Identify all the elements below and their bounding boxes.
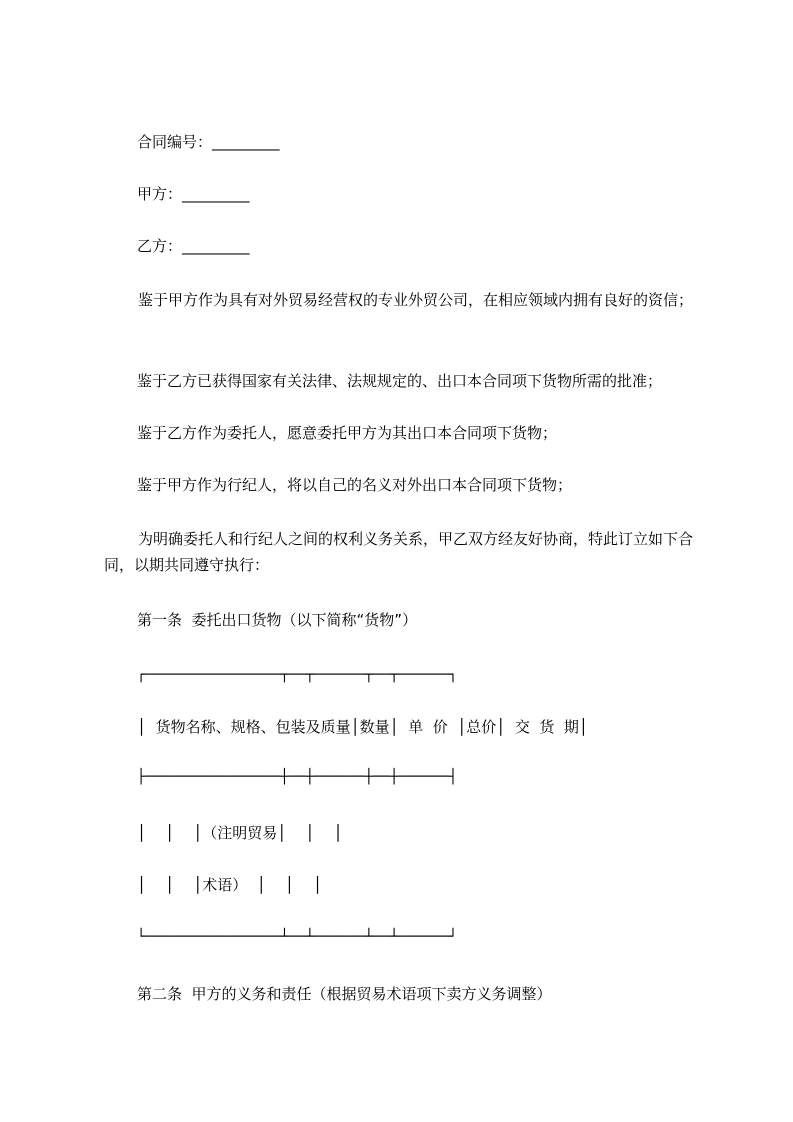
recital-paragraph-4: 鉴于甲方作为行纪人，将以自己的名义对外出口本合同项下货物； [137,476,573,494]
table-bottom-border: └────────────────┴──┴──────┴──┴──────┘ [137,929,458,945]
table-row: │ │ │（注明贸易│ │ │ [137,824,343,842]
contract-number-line: 合同编号：_________ [137,133,280,151]
article-2-heading: 第二条 甲方的义务和责任（根据贸易术语项下卖方义务调整） [137,985,552,1003]
article-1-heading: 第一条 委托出口货物（以下简称“货物”） [137,611,418,629]
table-row: │ │ │术语） │ │ │ [137,876,323,894]
table-top-border: ┌────────────────┬──┬──────┬──┬──────┐ [137,667,458,683]
recital-paragraph-2: 鉴于乙方已获得国家有关法律、法规规定的、出口本合同项下货物所需的批准； [137,372,663,390]
table-header-row: │ 货物名称、规格、包装及质量│数量│ 单 价 │总价│ 交 货 期│ [137,718,588,736]
table-middle-border: ├────────────────┼──┼──────┼──┼──────┤ [137,769,458,785]
recital-paragraph-5: 为明确委托人和行纪人之间的权利义务关系，甲乙双方经友好协商，特此订立如下合同，以期共同遵守执行： [104,530,694,574]
party-b-line: 乙方：_________ [137,237,250,255]
recital-paragraph-3: 鉴于乙方作为委托人，愿意委托甲方为其出口本合同项下货物； [137,424,558,442]
party-a-line: 甲方：_________ [137,185,250,203]
recital-paragraph-1: 鉴于甲方作为具有对外贸易经营权的专业外贸公司，在相应领域内拥有良好的资信； [138,291,694,309]
